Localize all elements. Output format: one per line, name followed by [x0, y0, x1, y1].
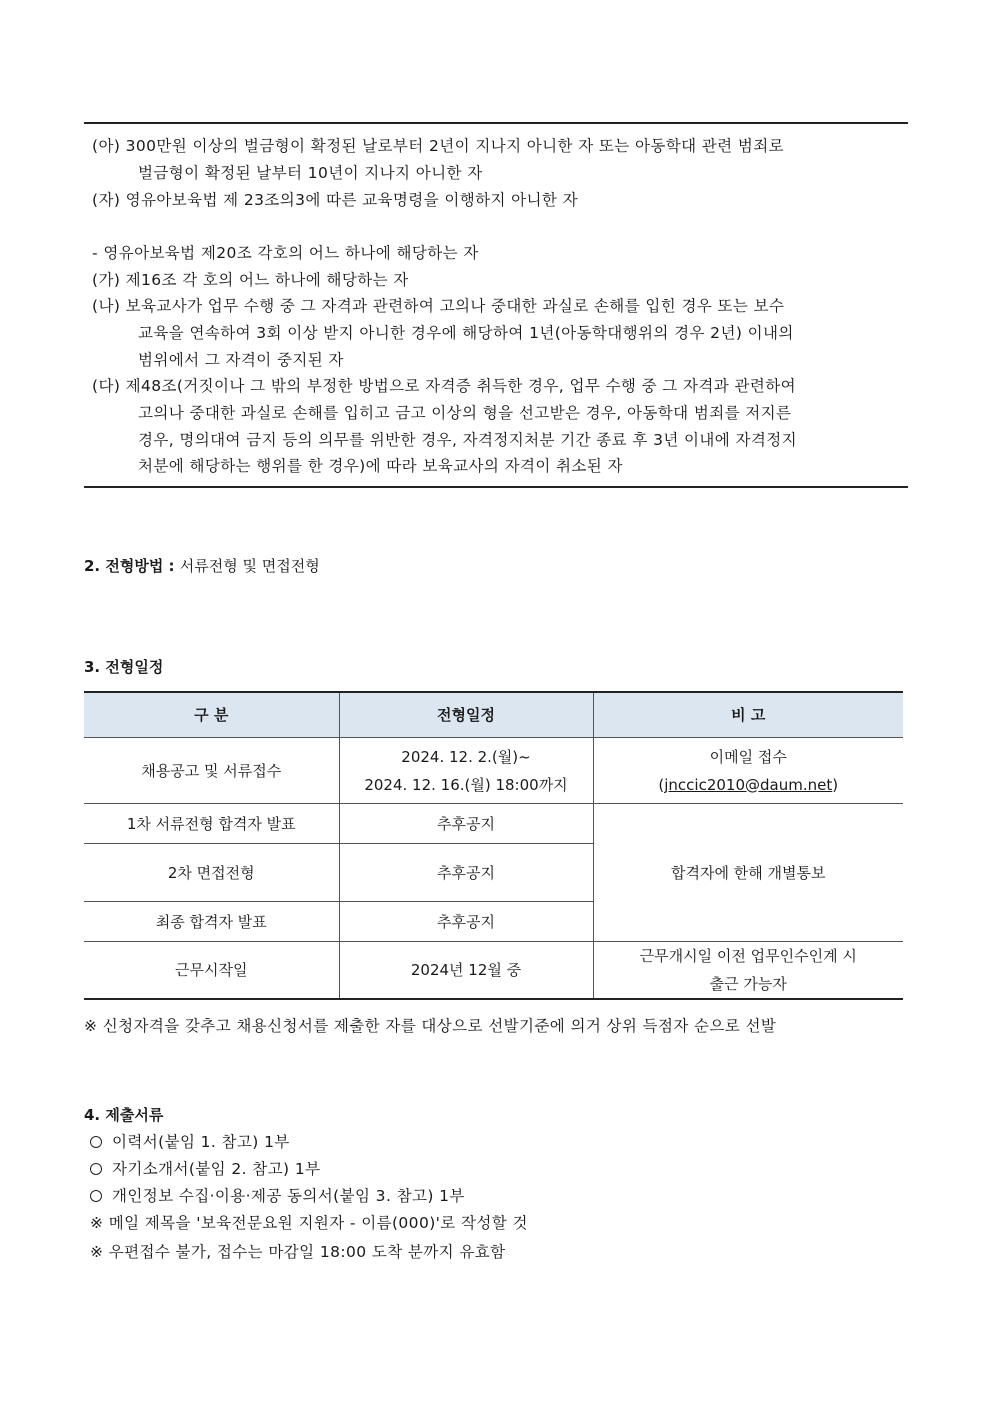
row-category: 최종 합격자 발표 [84, 902, 339, 942]
submission-note: ※ 우편접수 불가, 접수는 마감일 18:00 도착 분까지 유효함 [90, 1243, 506, 1261]
document-item [90, 1157, 320, 1179]
disqualification-line: 처분에 해당하는 행위를 한 경우)에 따라 보육교사의 자격이 취소된 자 [138, 457, 623, 475]
email-link[interactable]: jnccic2010@daum.net [664, 775, 833, 794]
row-category: 근무시작일 [84, 942, 339, 1000]
document-item-label: 개인정보 수집·이용·제공 동의서(붙임 3. 참고) 1부 [112, 1187, 465, 1205]
disqualification-line: 고의나 중대한 과실로 손해를 입히고 금고 이상의 형을 선고받은 경우, 아동학대 범죄를 저지른 [138, 404, 792, 422]
row-schedule: 추후공지 [339, 844, 593, 902]
note-line: 근무개시일 이전 업무인수인계 시 [639, 947, 857, 965]
section2-heading [84, 555, 320, 576]
row-note [593, 738, 903, 804]
document-item-label: 이력서(붙임 1. 참고) 1부 [112, 1133, 290, 1151]
disqualification-line: (아) 300만원 이상의 벌금형이 확정된 날로부터 2년이 지나지 아니한 자 또는 아동학대 관련 범죄로 [92, 137, 784, 155]
section2-title: 2. 전형방법 : [84, 557, 175, 575]
section3-heading: 3. 전형일정 [84, 658, 164, 676]
circle-bullet-icon [90, 1136, 102, 1148]
disqualification-line: (가) 제16조 각 호의 어느 하나에 해당하는 자 [92, 271, 409, 289]
document-item-label: 자기소개서(붙임 2. 참고) 1부 [112, 1160, 321, 1178]
row-category: 2차 면접전형 [84, 844, 339, 902]
section2-content: 서류전형 및 면접전형 [179, 557, 320, 575]
row-schedule: 2024년 12월 중 [339, 942, 593, 1000]
table-header-row [84, 692, 903, 738]
schedule-line: 2024. 12. 2.(월)~ [401, 747, 531, 766]
header-schedule: 전형일정 [339, 692, 593, 738]
disqualification-box [84, 122, 908, 488]
disqualification-line: 교육을 연속하여 3회 이상 받지 아니한 경우에 해당하여 1년(아동학대행위의 경우 2년) 이내의 [138, 324, 794, 342]
note-line: 이메일 접수 [709, 747, 787, 766]
disqualification-line: 벌금형이 확정된 날부터 10년이 지나지 아니한 자 [138, 164, 483, 182]
table-row [84, 942, 903, 1000]
document-item [90, 1130, 290, 1152]
disqualification-line: (다) 제48조(거짓이나 그 밖의 부정한 방법으로 자격증 취득한 경우, 업무 수행 중 그 자격과 관련하여 [92, 377, 796, 395]
header-category: 구 분 [84, 692, 339, 738]
row-schedule: 추후공지 [339, 902, 593, 942]
paren-open: ( [658, 775, 665, 794]
schedule-line: 2024. 12. 16.(월) 18:00까지 [364, 775, 568, 794]
row-category: 1차 서류전형 합격자 발표 [84, 804, 339, 844]
disqualification-line: (나) 보육교사가 업무 수행 중 그 자격과 관련하여 고의나 중대한 과실로 손해를 입힌 경우 또는 보수 [92, 297, 785, 315]
row-schedule [339, 738, 593, 804]
row-note [593, 942, 903, 1000]
section4-heading: 4. 제출서류 [84, 1106, 164, 1124]
table-row [84, 738, 903, 804]
disqualification-line: (자) 영유아보육법 제 23조의3에 따른 교육명령을 이행하지 아니한 자 [92, 191, 578, 209]
disqualification-line: 범위에서 그 자격이 중지된 자 [138, 351, 344, 369]
table-row [84, 804, 903, 844]
header-note: 비 고 [593, 692, 903, 738]
merged-note: 합격자에 한해 개별통보 [593, 804, 903, 942]
note-line: 출근 가능자 [709, 975, 787, 993]
selection-footnote: ※ 신청자격을 갖추고 채용신청서를 제출한 자를 대상으로 선발기준에 의거 상위 득점자 순으로 선발 [84, 1017, 777, 1035]
disqualification-line: 경우, 명의대여 금지 등의 의무를 위반한 경우, 자격정지처분 기간 종료 후 3년 이내에 자격정지 [138, 431, 797, 449]
disqualification-line: - 영유아보육법 제20조 각호의 어느 하나에 해당하는 자 [92, 244, 479, 262]
schedule-table [84, 691, 903, 1000]
document-item [90, 1184, 465, 1206]
row-schedule: 추후공지 [339, 804, 593, 844]
submission-note: ※ 메일 제목을 '보육전문요원 지원자 - 이름(000)'로 작성할 것 [90, 1214, 528, 1232]
circle-bullet-icon [90, 1190, 102, 1202]
circle-bullet-icon [90, 1163, 102, 1175]
note-email-line [594, 771, 904, 799]
row-category: 채용공고 및 서류접수 [84, 738, 339, 804]
paren-close: ) [832, 775, 839, 794]
